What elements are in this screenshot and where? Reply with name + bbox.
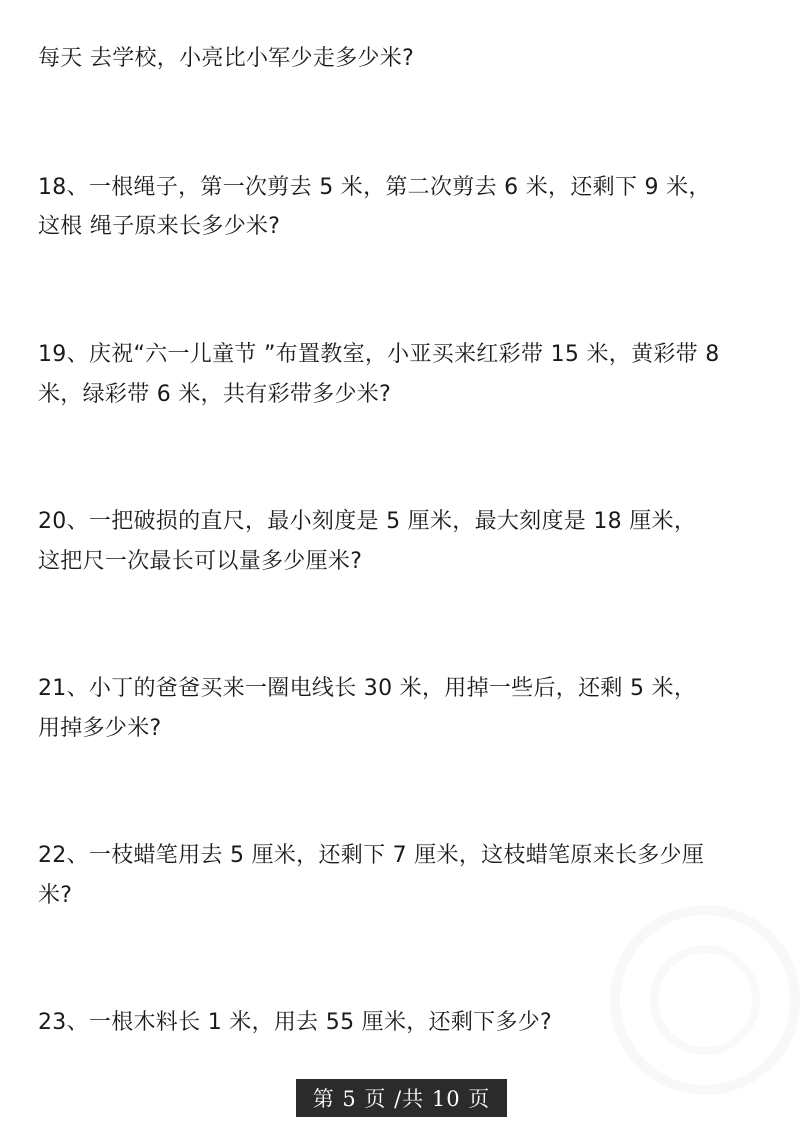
question-20-line-1: 20、一把破损的直尺，最小刻度是 5 厘米，最大刻度是 18 厘米， [38, 509, 697, 534]
watermark-inner-ring [650, 945, 760, 1055]
question-18-line-1: 18、一根绳子，第一次剪去 5 米，第二次剪去 6 米，还剩下 9 米， [38, 175, 711, 200]
question-22-line-2: 米? [38, 883, 73, 908]
page-number-badge: 第 5 页 /共 10 页 [296, 1079, 507, 1117]
question-21-line-2: 用掉多少米? [38, 716, 162, 741]
question-23-line-1: 23、一根木料长 1 米，用去 55 厘米，还剩下多少? [38, 1010, 553, 1035]
question-21-line-1: 21、小丁的爸爸买来一圈电线长 30 米，用掉一些后，还剩 5 米， [38, 676, 697, 701]
question-22-line-1: 22、一枝蜡笔用去 5 厘米，还剩下 7 厘米，这枝蜡笔原来长多少厘 [38, 843, 705, 868]
question-19-line-2: 米，绿彩带 6 米，共有彩带多少米? [38, 382, 392, 407]
question-20-line-2: 这把尺一次最长可以量多少厘米? [38, 549, 363, 574]
question-17-continuation: 每天 去学校，小亮比小军少走多少米? [38, 46, 415, 71]
question-18-line-2: 这根 绳子原来长多少米? [38, 214, 281, 239]
question-19-line-1: 19、庆祝“六一儿童节 ”布置教室，小亚买来红彩带 15 米，黄彩带 8 [38, 342, 720, 367]
